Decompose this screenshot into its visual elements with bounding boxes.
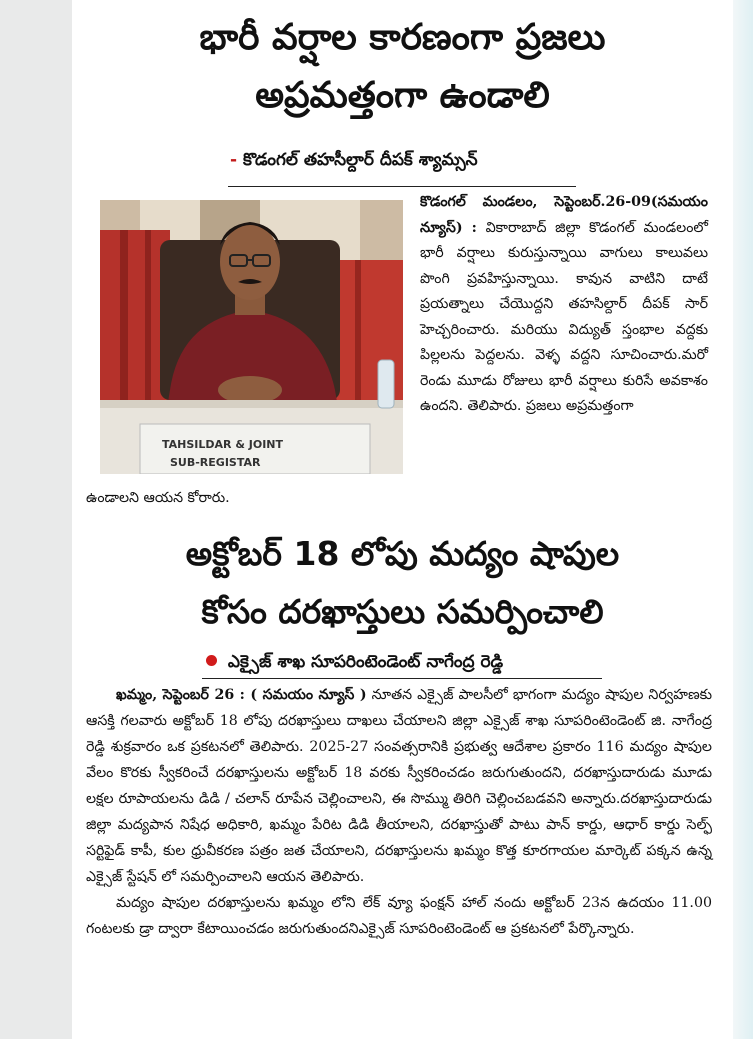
article1-dateline: కొడంగల్ మండలం, సెప్టెంబర్.26-09(సమయం న్యూస్) : xyxy=(420,194,708,236)
byline-dash: - xyxy=(230,150,238,170)
page-margin-right xyxy=(733,0,753,1039)
article2-headline-line2: కోసం దరఖాస్తులు సమర్పించాలి xyxy=(201,592,604,631)
article2-byline xyxy=(206,652,503,676)
article1-headline-line1: భారీ వర్షాల కారణంగా ప్రజలు xyxy=(199,17,606,58)
article2-byline-rule xyxy=(202,678,602,679)
tahsildar-photo xyxy=(100,200,403,474)
article2-body xyxy=(86,682,712,942)
article1-body-end: ఉండాలని ఆయన కోరారు. xyxy=(86,490,230,506)
svg-text:TAHSILDAR & JOINT: TAHSILDAR & JOINT xyxy=(162,438,284,451)
article1-byline xyxy=(230,150,478,174)
byline-rule xyxy=(228,186,576,187)
article2-paragraph-1 xyxy=(86,682,712,890)
article2-paragraph-2: మద్యం షాపుల దరఖాస్తులను ఖమ్మం లోని లేక్ వ్యూ ఫంక్షన్ హాల్ నందు అక్టోబర్ 23న ఉదయం 11.00 గంటలకు డ్రా ద్వారా కేటాయించడం జరుగుతుందనిఎక్సైజ్ సూపరింటెండెంట్ ఆ ప్రకటనలో పేర్కొన్నారు. xyxy=(86,895,712,937)
red-bullet-icon xyxy=(206,655,217,666)
article2-para1-text: నూతన ఎక్సైజ్ పాలసీలో భాగంగా మద్యం షాపుల నిర్వహణకు ఆసక్తి గలవారు అక్టోబర్ 18 లోపు దరఖాస్తులు దాఖలు చేయాలని జిల్లా ఎక్సైజ్ శాఖ సూపరింటెండెంట్ జి. నాగేంద్ర రెడ్డి శుక్రవారం ఒక ప్రకటనలో తెలిపారు. 2025-27 సంవత్సరానికి ప్రభుత్వ ఆదేశాల ప్రకారం 116 మద్యం షాపుల వేలం కొరకు స్వీకరించే దరఖాస్తులను అక్టోబర్ 18 వరకు స్వీకరించడం జరుగుతుందని, దరఖాస్తుదారుడు మూడు లక్షల రూపాయలను డిడి / చలాన్ రూపేన చెల్లించాలని, ఈ సొమ్ము తిరిగి చెల్లించబడవని అన్నారు.దరఖాస్తుదారుడు జిల్లా మద్యపాన నిషేధ అధికారి, ఖమ్మం పేరిట డిడి తీయాలని, దరఖాస్తుతో పాటు పాన్ కార్డు, ఆధార్ కార్డు సెల్ఫ్ సర్టిఫైడ్ కాపీ, కుల ధ్రువీకరణ పత్రం జత చేయాలని, దరఖాస్తులను ఖమ్మం కొత్త కూరగాయల మార్కెట్ పక్కన ఉన్న ఎక్సైజ్ స్టేషన్ లో సమర్పించాలని ఆయన తెలిపారు. xyxy=(86,687,712,885)
page-margin-left xyxy=(0,0,72,1039)
newspaper-clipping xyxy=(72,0,733,1039)
article1-body-column xyxy=(420,190,708,420)
article1-body: వికారాబాద్ జిల్లా కొడంగల్ మండలంలో భారీ వర్షాలు కురుస్తున్నాయి వాగులు కాలువలు పొంగి ప్రవహిస్తున్నాయి. కావున వాటిని దాటే ప్రయత్నాలు చేయొద్దని తహసిల్దార్ దీపక్ సార్ హెచ్చరించారు. మరియు విద్యుత్ స్తంభాల వద్దకు పిల్లలను పెద్దలను. వెళ్ళ వద్దని సూచించారు.మరో రెండు మూడు రోజులు భారీ వర్షాలు కురిసే అవకాశం ఉందని. తెలిపారు. ప్రజలు అప్రమత్తంగా xyxy=(420,219,708,414)
article2-dateline: ఖమ్మం, సెప్టెంబర్ 26 : ( సమయం న్యూస్ ) xyxy=(116,687,367,703)
byline-text: కొడంగల్ తహసీల్దార్ దీపక్ శ్యామ్సన్ xyxy=(242,150,478,170)
article1-headline-line2: అప్రమత్తంగా ఉండాలి xyxy=(255,75,550,116)
article2-byline-text: ఎక్సైజ్ శాఖ సూపరింటెండెంట్ నాగేంద్ర రెడ్డి xyxy=(227,652,504,672)
svg-text:SUB-REGISTAR: SUB-REGISTAR xyxy=(170,456,261,469)
article2-headline-line1: అక్టోబర్ 18 లోపు మద్యం షాపుల xyxy=(185,534,620,573)
